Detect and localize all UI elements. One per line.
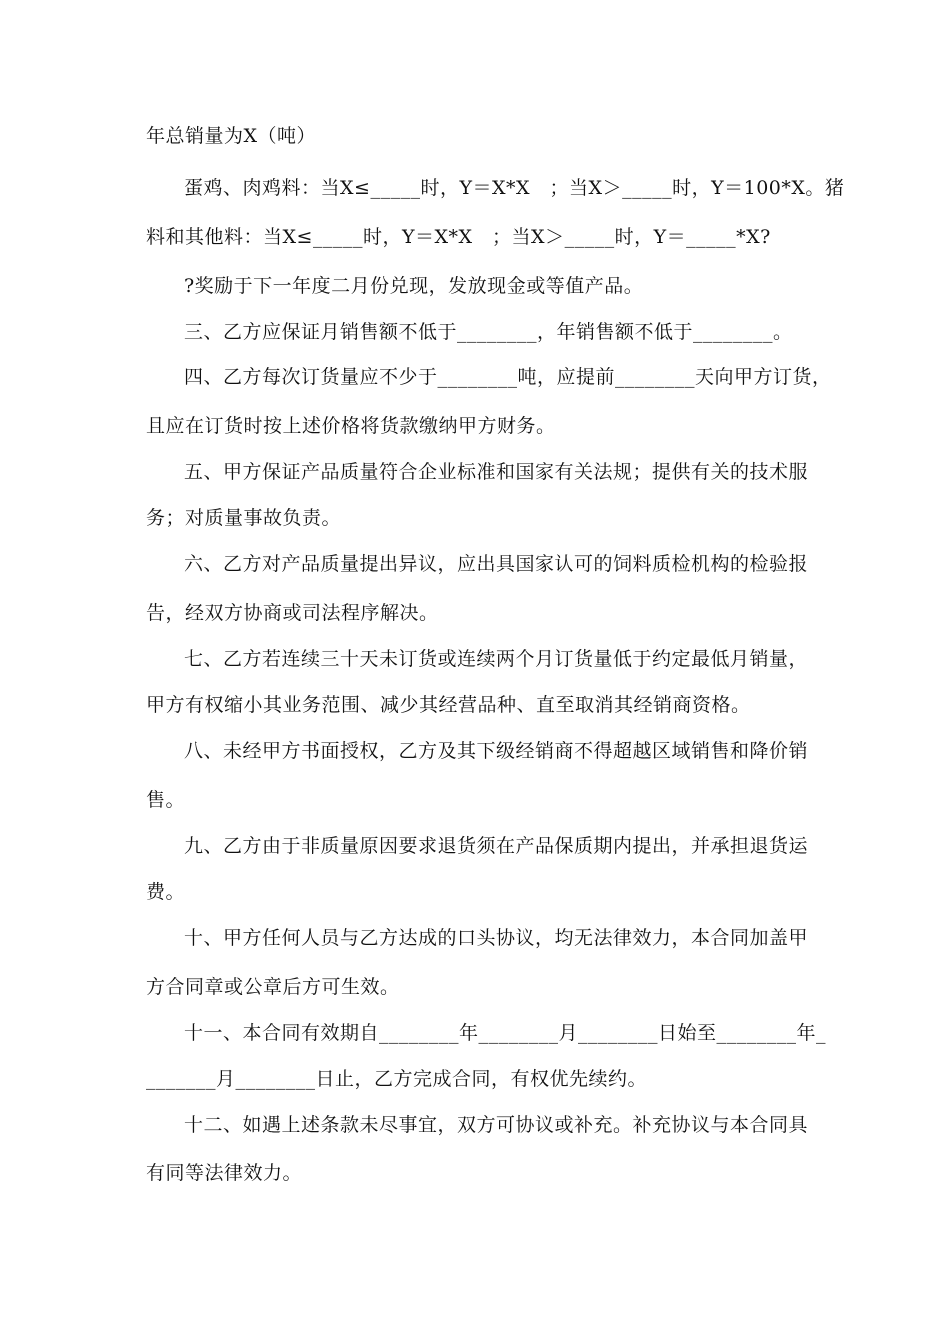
text-line: ?奖励于下一年度二月份兑现，发放现金或等值产品。 bbox=[184, 275, 644, 297]
text-line: 售。 bbox=[146, 789, 186, 811]
text-line: 蛋鸡、肉鸡料：当X≤_____时，Y＝X*X ；当X＞_____时，Y＝100*X。猪 bbox=[184, 177, 845, 199]
text-line: 甲方有权缩小其业务范围、减少其经营品种、直至取消其经销商资格。 bbox=[146, 694, 751, 716]
text-line: 五、甲方保证产品质量符合企业标准和国家有关法规；提供有关的技术服 bbox=[184, 461, 809, 483]
text-line: 六、乙方对产品质量提出异议，应出具国家认可的饲料质检机构的检验报 bbox=[184, 553, 809, 575]
text-line: 年总销量为X（吨） bbox=[146, 125, 317, 147]
text-line: 告，经双方协商或司法程序解决。 bbox=[146, 602, 439, 624]
text-line: 有同等法律效力。 bbox=[146, 1162, 303, 1184]
text-line: 十二、如遇上述条款未尽事宜，双方可协议或补充。补充协议与本合同具 bbox=[184, 1114, 809, 1136]
text-line: 七、乙方若连续三十天未订货或连续两个月订货量低于约定最低月销量， bbox=[184, 648, 809, 670]
text-line: 三、乙方应保证月销售额不低于________，年销售额不低于________。 bbox=[184, 321, 793, 343]
text-line: 料和其他料：当X≤_____时，Y＝X*X ；当X＞_____时，Y＝_____*X? bbox=[146, 226, 771, 248]
text-line: 十一、本合同有效期自________年________月________日始至________年_ bbox=[184, 1022, 827, 1044]
text-line: 且应在订货时按上述价格将货款缴纳甲方财务。 bbox=[146, 415, 556, 437]
text-line: _______月________日止，乙方完成合同，有权优先续约。 bbox=[146, 1068, 648, 1090]
text-line: 九、乙方由于非质量原因要求退货须在产品保质期内提出，并承担退货运 bbox=[184, 835, 809, 857]
text-line: 费。 bbox=[146, 881, 186, 903]
text-line: 八、未经甲方书面授权，乙方及其下级经销商不得超越区域销售和降价销 bbox=[184, 740, 809, 762]
text-line: 四、乙方每次订货量应不少于________吨，应提前________天向甲方订货， bbox=[184, 366, 832, 388]
text-line: 务；对质量事故负责。 bbox=[146, 507, 342, 529]
text-line: 十、甲方任何人员与乙方达成的口头协议，均无法律效力，本合同加盖甲 bbox=[184, 927, 809, 949]
text-line: 方合同章或公章后方可生效。 bbox=[146, 976, 400, 998]
